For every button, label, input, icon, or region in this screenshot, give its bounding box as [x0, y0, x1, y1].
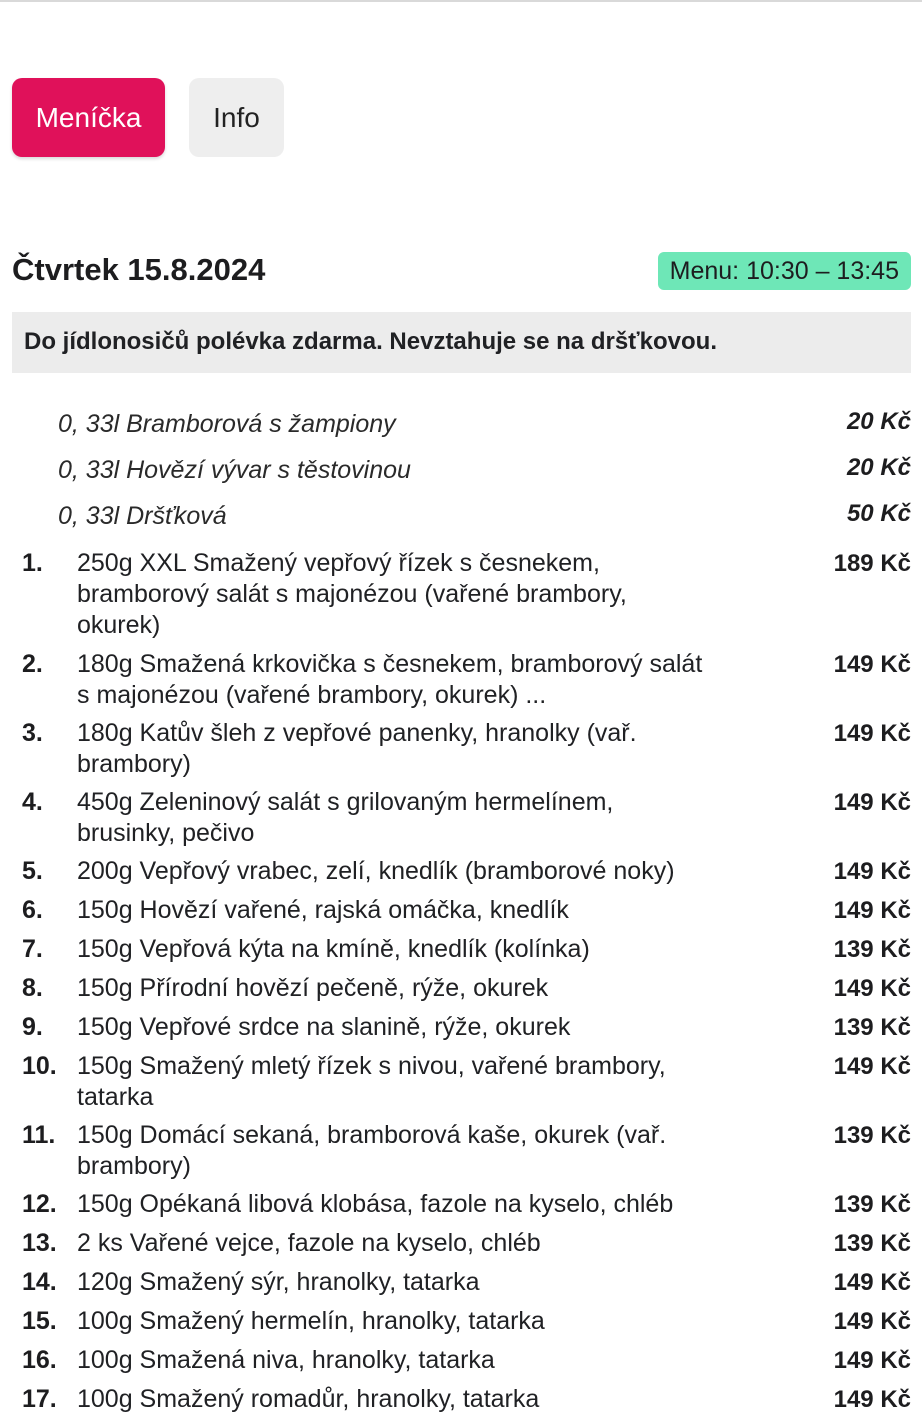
- meal-item: [12, 1345, 911, 1384]
- meal-price: 149 Kč: [833, 1269, 911, 1296]
- meal-price: 149 Kč: [833, 1053, 911, 1080]
- meal-list: [12, 548, 911, 1423]
- meal-number: 10.: [22, 1052, 57, 1080]
- meal-number: 7.: [22, 935, 43, 963]
- meal-item: [12, 1120, 911, 1189]
- day-header: [12, 252, 911, 290]
- meal-name: 150g Hovězí vařené, rajská omáčka, knedlík: [77, 896, 569, 924]
- meal-item: [12, 1189, 911, 1228]
- meal-price: 149 Kč: [833, 1386, 911, 1413]
- meal-name: 150g Vepřové srdce na slanině, rýže, okurek: [77, 1013, 571, 1041]
- meal-name: 120g Smažený sýr, hranolky, tatarka: [77, 1268, 480, 1296]
- meal-number: 12.: [22, 1190, 57, 1218]
- meal-price: 139 Kč: [833, 1014, 911, 1041]
- meal-price: 149 Kč: [833, 897, 911, 924]
- soup-name: 0, 33l Dršťková: [58, 502, 227, 530]
- meal-name: 200g Vepřový vrabec, zelí, knedlík (bramborové noky): [77, 857, 675, 885]
- meal-number: 16.: [22, 1346, 57, 1374]
- tab-bar: [12, 78, 284, 157]
- meal-price: 149 Kč: [833, 1347, 911, 1374]
- meal-number: 9.: [22, 1013, 43, 1041]
- meal-price: 149 Kč: [833, 720, 911, 747]
- notice-banner: Do jídlonosičů polévka zdarma. Nevztahuje se na dršťkovou.: [12, 312, 911, 373]
- meal-name: 450g Zeleninový salát s grilovaným hermelínem, brusinky, pečivo: [77, 788, 614, 847]
- meal-name: 180g Katův šleh z vepřové panenky, hranolky (vař. brambory): [77, 719, 637, 778]
- tab-info[interactable]: Info: [189, 78, 284, 157]
- meal-name: 180g Smažená krkovička s česnekem, bramborový salát s majonézou (vařené brambory, okurek) ...: [77, 650, 703, 709]
- meal-price: 189 Kč: [833, 550, 911, 577]
- meal-name: 150g Vepřová kýta na kmíně, knedlík (kolínka): [77, 935, 590, 963]
- meal-price: 149 Kč: [833, 975, 911, 1002]
- day-title: Čtvrtek 15.8.2024: [12, 252, 266, 287]
- soup-name: 0, 33l Bramborová s žampiony: [58, 410, 396, 438]
- meal-item: [12, 856, 911, 895]
- meal-number: 2.: [22, 650, 43, 678]
- meal-item: [12, 787, 911, 856]
- meal-price: 139 Kč: [833, 936, 911, 963]
- meal-name: 100g Smažený hermelín, hranolky, tatarka: [77, 1307, 545, 1335]
- meal-price: 149 Kč: [833, 651, 911, 678]
- soup-item: [12, 498, 911, 544]
- meal-name: 250g XXL Smažený vepřový řízek s česnekem, bramborový salát s majonézou (vařené brambory, okurek): [77, 549, 627, 639]
- meal-item: [12, 1267, 911, 1306]
- meal-item: [12, 1384, 911, 1423]
- meal-number: 1.: [22, 549, 43, 577]
- meal-item: [12, 934, 911, 973]
- meal-price: 139 Kč: [833, 1230, 911, 1257]
- meal-name: 150g Přírodní hovězí pečeně, rýže, okurek: [77, 974, 549, 1002]
- soup-price: 20 Kč: [846, 408, 911, 435]
- meal-name: 150g Opékaná libová klobása, fazole na kyselo, chléb: [77, 1190, 674, 1218]
- soup-list: [12, 406, 911, 544]
- meal-item: [12, 1228, 911, 1267]
- menu-hours-badge: Menu: 10:30 – 13:45: [658, 252, 911, 290]
- meal-item: [12, 718, 911, 787]
- top-divider: [0, 0, 922, 2]
- meal-item: [12, 649, 911, 718]
- meal-price: 149 Kč: [833, 789, 911, 816]
- meal-price: 139 Kč: [833, 1122, 911, 1149]
- tab-menicka[interactable]: Meníčka: [12, 78, 165, 157]
- meal-number: 15.: [22, 1307, 57, 1335]
- meal-number: 8.: [22, 974, 43, 1002]
- soup-item: [12, 452, 911, 498]
- meal-name: 150g Domácí sekaná, bramborová kaše, okurek (vař. brambory): [77, 1121, 667, 1180]
- meal-price: 149 Kč: [833, 1308, 911, 1335]
- meal-item: [12, 1012, 911, 1051]
- meal-item: [12, 1306, 911, 1345]
- meal-number: 5.: [22, 857, 43, 885]
- meal-number: 11.: [22, 1121, 56, 1149]
- meal-number: 14.: [22, 1268, 57, 1296]
- meal-item: [12, 548, 911, 649]
- meal-number: 3.: [22, 719, 43, 747]
- meal-number: 6.: [22, 896, 43, 924]
- meal-item: [12, 895, 911, 934]
- soup-item: [12, 406, 911, 452]
- soup-price: 50 Kč: [846, 500, 911, 527]
- meal-item: [12, 973, 911, 1012]
- meal-name: 100g Smažená niva, hranolky, tatarka: [77, 1346, 495, 1374]
- meal-price: 139 Kč: [833, 1191, 911, 1218]
- meal-number: 17.: [22, 1385, 57, 1413]
- meal-number: 13.: [22, 1229, 57, 1257]
- meal-name: 2 ks Vařené vejce, fazole na kyselo, chléb: [77, 1229, 541, 1257]
- meal-name: 100g Smažený romadůr, hranolky, tatarka: [77, 1385, 540, 1413]
- soup-name: 0, 33l Hovězí vývar s těstovinou: [58, 456, 411, 484]
- meal-price: 149 Kč: [833, 858, 911, 885]
- meal-item: [12, 1051, 911, 1120]
- soup-price: 20 Kč: [846, 454, 911, 481]
- meal-number: 4.: [22, 788, 43, 816]
- meal-name: 150g Smažený mletý řízek s nivou, vařené brambory, tatarka: [77, 1052, 666, 1111]
